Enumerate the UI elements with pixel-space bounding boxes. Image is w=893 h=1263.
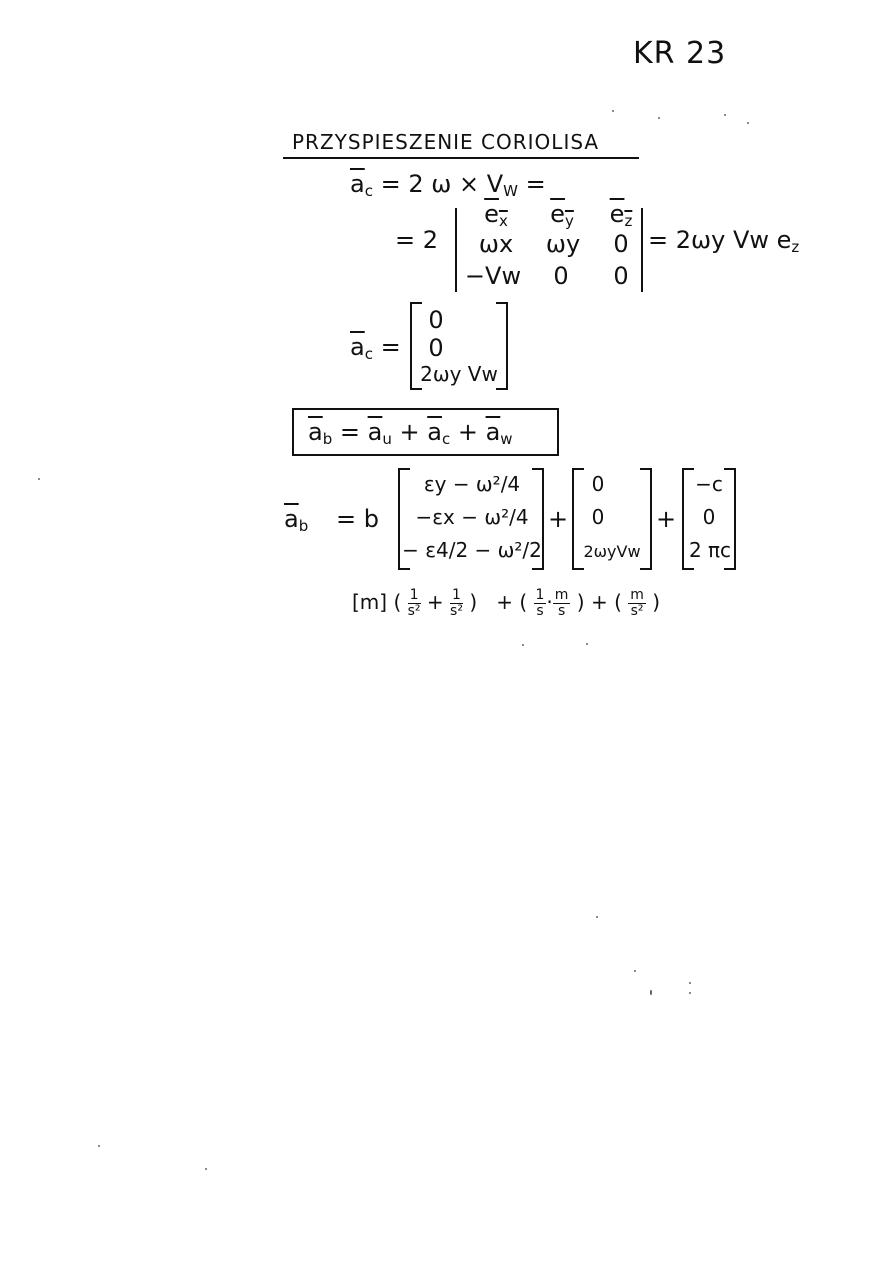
unit-vector-ey: $e_y$ (550, 200, 574, 230)
det-zero-r2: 0 (613, 230, 629, 258)
m1-row-3: − ε4/2 − ω²/2 (402, 538, 542, 562)
section-title: PRZYSPIESZENIE CORIOLISA (292, 130, 600, 154)
units-prefix: [m] (352, 590, 388, 614)
scan-speck (98, 1145, 100, 1147)
unit-fraction-1: $\frac{1}{\text{s²}}$ (407, 587, 421, 619)
det-right-bar (641, 208, 643, 292)
scan-speck (724, 114, 726, 116)
coriolis-definition (350, 170, 546, 200)
unit-fraction-4: $\frac{m}{s}$ (554, 587, 569, 619)
ac-subscript: c (364, 182, 373, 200)
ac-symbol-2: $\overline{a}$ (350, 333, 365, 361)
det-zero-r3c2: 0 (553, 262, 569, 290)
det-omega-x: ωx (478, 230, 514, 258)
scan-speck (658, 117, 660, 119)
scan-speck (522, 644, 524, 646)
ez-subscript: z (791, 238, 800, 256)
scan-speck (612, 110, 614, 112)
ab-lhs: $\overline{a}_b$ (284, 505, 309, 535)
m1-row-2: −εx − ω²/4 (415, 505, 529, 529)
det-minus-vw: −Vw (464, 262, 522, 290)
scan-speck (634, 970, 636, 972)
equals-sign-2: = (380, 333, 401, 361)
scan-speck (747, 122, 749, 124)
scan-speck (596, 916, 598, 918)
det-zero-r3c3: 0 (613, 262, 629, 290)
cross-product-expression: = 2 ω × V (380, 170, 504, 198)
ac-entry-1: 0 (428, 306, 444, 334)
scan-speck (689, 992, 691, 994)
det-result (648, 226, 799, 256)
scan-speck (38, 478, 40, 480)
det-left-bar (455, 208, 457, 292)
m2-row-3: 2ωyVw (583, 542, 641, 561)
m3-row-1: −c (695, 472, 723, 496)
scan-speck (586, 643, 588, 645)
equals-sign: = (517, 170, 546, 198)
det-result-text: = 2ωy Vw e (648, 226, 792, 254)
ac-symbol: $\overline{a}$ (350, 170, 365, 198)
scan-speck (650, 990, 652, 995)
plus-sign-1: + (548, 505, 569, 533)
unit-fraction-3: $\frac{1}{s}$ (535, 587, 545, 619)
m1-row-1: εy − ω²/4 (423, 472, 521, 496)
scan-speck (689, 982, 691, 984)
page-code: KR 23 (633, 36, 727, 71)
title-underline (283, 157, 639, 159)
unit-vector-ex: $e_x$ (484, 200, 508, 230)
m2-row-2: 0 (591, 505, 605, 529)
det-prefix: = 2 (395, 226, 439, 254)
unit-vector-ez: $e_z$ (609, 200, 633, 230)
scan-speck (205, 1168, 207, 1170)
unit-fraction-2: $\frac{1}{\text{s²}}$ (450, 587, 463, 619)
ac-entry-2: 0 (428, 334, 444, 362)
plus-sign-2: + (656, 505, 677, 533)
m2-row-1: 0 (591, 472, 605, 496)
m3-row-3: 2 πc (688, 538, 732, 562)
ac-entry-3: 2ωy Vw (420, 362, 498, 386)
ac-subscript-2: c (364, 345, 373, 363)
unit-fraction-5: $\frac{m}{\text{s²}}$ (630, 587, 644, 619)
units-line: [m] ( $\frac{1}{\text{s²}}$ + $\frac{1}{\text{s²}}$ ) + ( $\frac{1}{s}$ · $\frac{m}{s}$ ) + ( $\frac{m}{\text{s²}}$ ) (352, 587, 661, 619)
ab-equals-b: = b (336, 505, 379, 533)
m3-row-2: 0 (702, 505, 716, 529)
vw-subscript: W (503, 182, 518, 200)
ac-vector-lhs (350, 333, 401, 363)
boxed-equation: $\overline{a}_b = \overline{a}_u + \overline{a}_c + \overline{a}_w$ (308, 418, 513, 448)
det-omega-y: ωy (545, 230, 581, 258)
